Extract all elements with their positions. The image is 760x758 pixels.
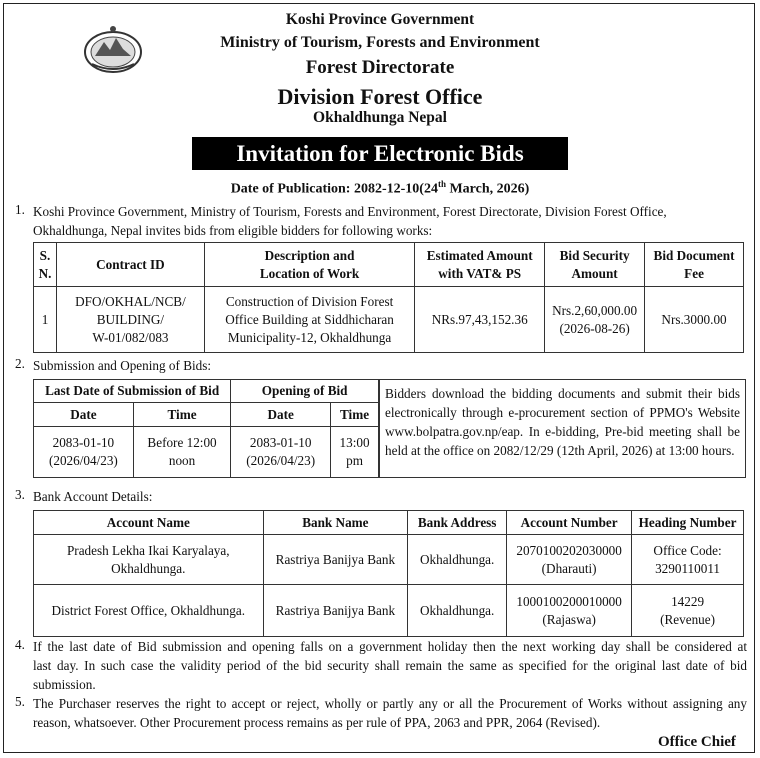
- account-number-cell: 1000100200010000 (Rajaswa): [507, 585, 632, 637]
- table-row: [34, 427, 379, 478]
- bank-name-header: Bank Name: [263, 511, 408, 535]
- heading-number-header: Heading Number: [632, 511, 744, 535]
- table-row: [34, 585, 744, 637]
- last-submission-header: Last Date of Submission of Bid: [34, 380, 231, 403]
- submission-date-header: Date: [34, 403, 134, 427]
- table-row: [34, 535, 744, 585]
- bank-address-header: Bank Address: [408, 511, 507, 535]
- account-name-cell: Pradesh Lekha Ikai Karyalaya, Okhaldhunga.: [34, 535, 264, 585]
- submission-time-header: Time: [133, 403, 231, 427]
- bid-security-cell: Nrs.2,60,000.00 (2026-08-26): [545, 287, 645, 353]
- submission-date-cell: 2083-01-10 (2026/04/23): [34, 427, 134, 478]
- sn-header: S. N.: [34, 243, 57, 287]
- publication-date: Date of Publication: 2082-12-10(24th March, 2026): [230, 179, 530, 197]
- opening-date-cell: 2083-01-10 (2026/04/23): [231, 427, 331, 478]
- bid-fee-cell: Nrs.3000.00: [645, 287, 744, 353]
- item4-number: 4.: [15, 637, 25, 652]
- bid-security-header: Bid Security Amount: [545, 243, 645, 287]
- ministry-name: Ministry of Tourism, Forests and Environment: [220, 34, 540, 51]
- estimated-amount-cell: NRs.97,43,152.36: [415, 287, 545, 353]
- bank-address-cell: Okhaldhunga.: [408, 535, 507, 585]
- opening-date-header: Date: [231, 403, 331, 427]
- item5-number: 5.: [15, 694, 25, 709]
- item5-text: The Purchaser reserves the right to accept or reject, wholly or partly any or all the Procurement of Works without assigning any reason, whatsoever. Other Procurement process remains as per rule of PPA, 2063 and PPR, 2064 (Revised).: [33, 696, 747, 730]
- directorate-name: Forest Directorate: [305, 57, 455, 78]
- submission-note: Bidders download the bidding documents and submit their bids electronically through e-procurement section of PPMO's Website www.bolpatra.gov.np/eap. In e-bidding, Pre-bid meeting shall be held at the office on 2082/12/29 (12th April, 2026) at 13:00 hours.: [385, 386, 740, 458]
- notice-title: Invitation for Electronic Bids: [192, 137, 568, 170]
- item2-text: Submission and Opening of Bids:: [33, 358, 212, 373]
- contract-id-cell: DFO/OKHAL/NCB/ BUILDING/ W-01/082/083: [56, 287, 204, 353]
- province-name: Koshi Province Government: [285, 11, 475, 28]
- works-table: [33, 242, 744, 353]
- item2-number: 2.: [15, 356, 25, 371]
- bid-document-fee-header: Bid Document Fee: [645, 243, 744, 287]
- item1-number: 1.: [15, 202, 25, 217]
- item1-text: Koshi Province Government, Ministry of Tourism, Forests and Environment, Forest Directorate, Division Forest Office, Okhaldhunga, Nepal invites bids from eligible bidders for following works:: [33, 204, 667, 238]
- submission-table: [33, 379, 379, 478]
- estimated-amount-header: Estimated Amount with VAT& PS: [415, 243, 545, 287]
- works-table-header: [34, 243, 744, 287]
- opening-time-cell: 13:00 pm: [331, 427, 379, 478]
- bank-name-cell: Rastriya Banijya Bank: [263, 535, 408, 585]
- item4-text: If the last date of Bid submission and opening falls on a government holiday then the next working day shall be considered at last day. In such case the validity period of the bid security shall remain the same as specified for the original last date of bid submission.: [33, 639, 747, 692]
- account-name-cell: District Forest Office, Okhaldhunga.: [34, 585, 264, 637]
- bank-address-cell: Okhaldhunga.: [408, 585, 507, 637]
- description-header: Description and Location of Work: [204, 243, 414, 287]
- account-number-cell: 2070100202030000 (Dharauti): [507, 535, 632, 585]
- office-name: Division Forest Office: [277, 84, 483, 109]
- item3-number: 3.: [15, 487, 25, 502]
- contract-id-header: Contract ID: [56, 243, 204, 287]
- opening-header: Opening of Bid: [231, 380, 379, 403]
- account-number-header: Account Number: [507, 511, 632, 535]
- bank-name-cell: Rastriya Banijya Bank: [263, 585, 408, 637]
- heading-number-cell: 14229 (Revenue): [632, 585, 744, 637]
- table-row: [34, 287, 744, 353]
- heading-number-cell: Office Code: 3290110011: [632, 535, 744, 585]
- bank-table-header: [34, 511, 744, 535]
- item3-text: Bank Account Details:: [33, 489, 153, 504]
- bank-table: [33, 510, 744, 637]
- description-cell: Construction of Division Forest Office Building at Siddhicharan Municipality-12, Okhaldhunga: [204, 287, 414, 353]
- opening-time-header: Time: [331, 403, 379, 427]
- account-name-header: Account Name: [34, 511, 264, 535]
- sn-cell: 1: [34, 287, 57, 353]
- office-location: Okhaldhunga Nepal: [313, 109, 447, 126]
- submission-time-cell: Before 12:00 noon: [133, 427, 231, 478]
- signature-office-chief: Office Chief: [658, 734, 736, 750]
